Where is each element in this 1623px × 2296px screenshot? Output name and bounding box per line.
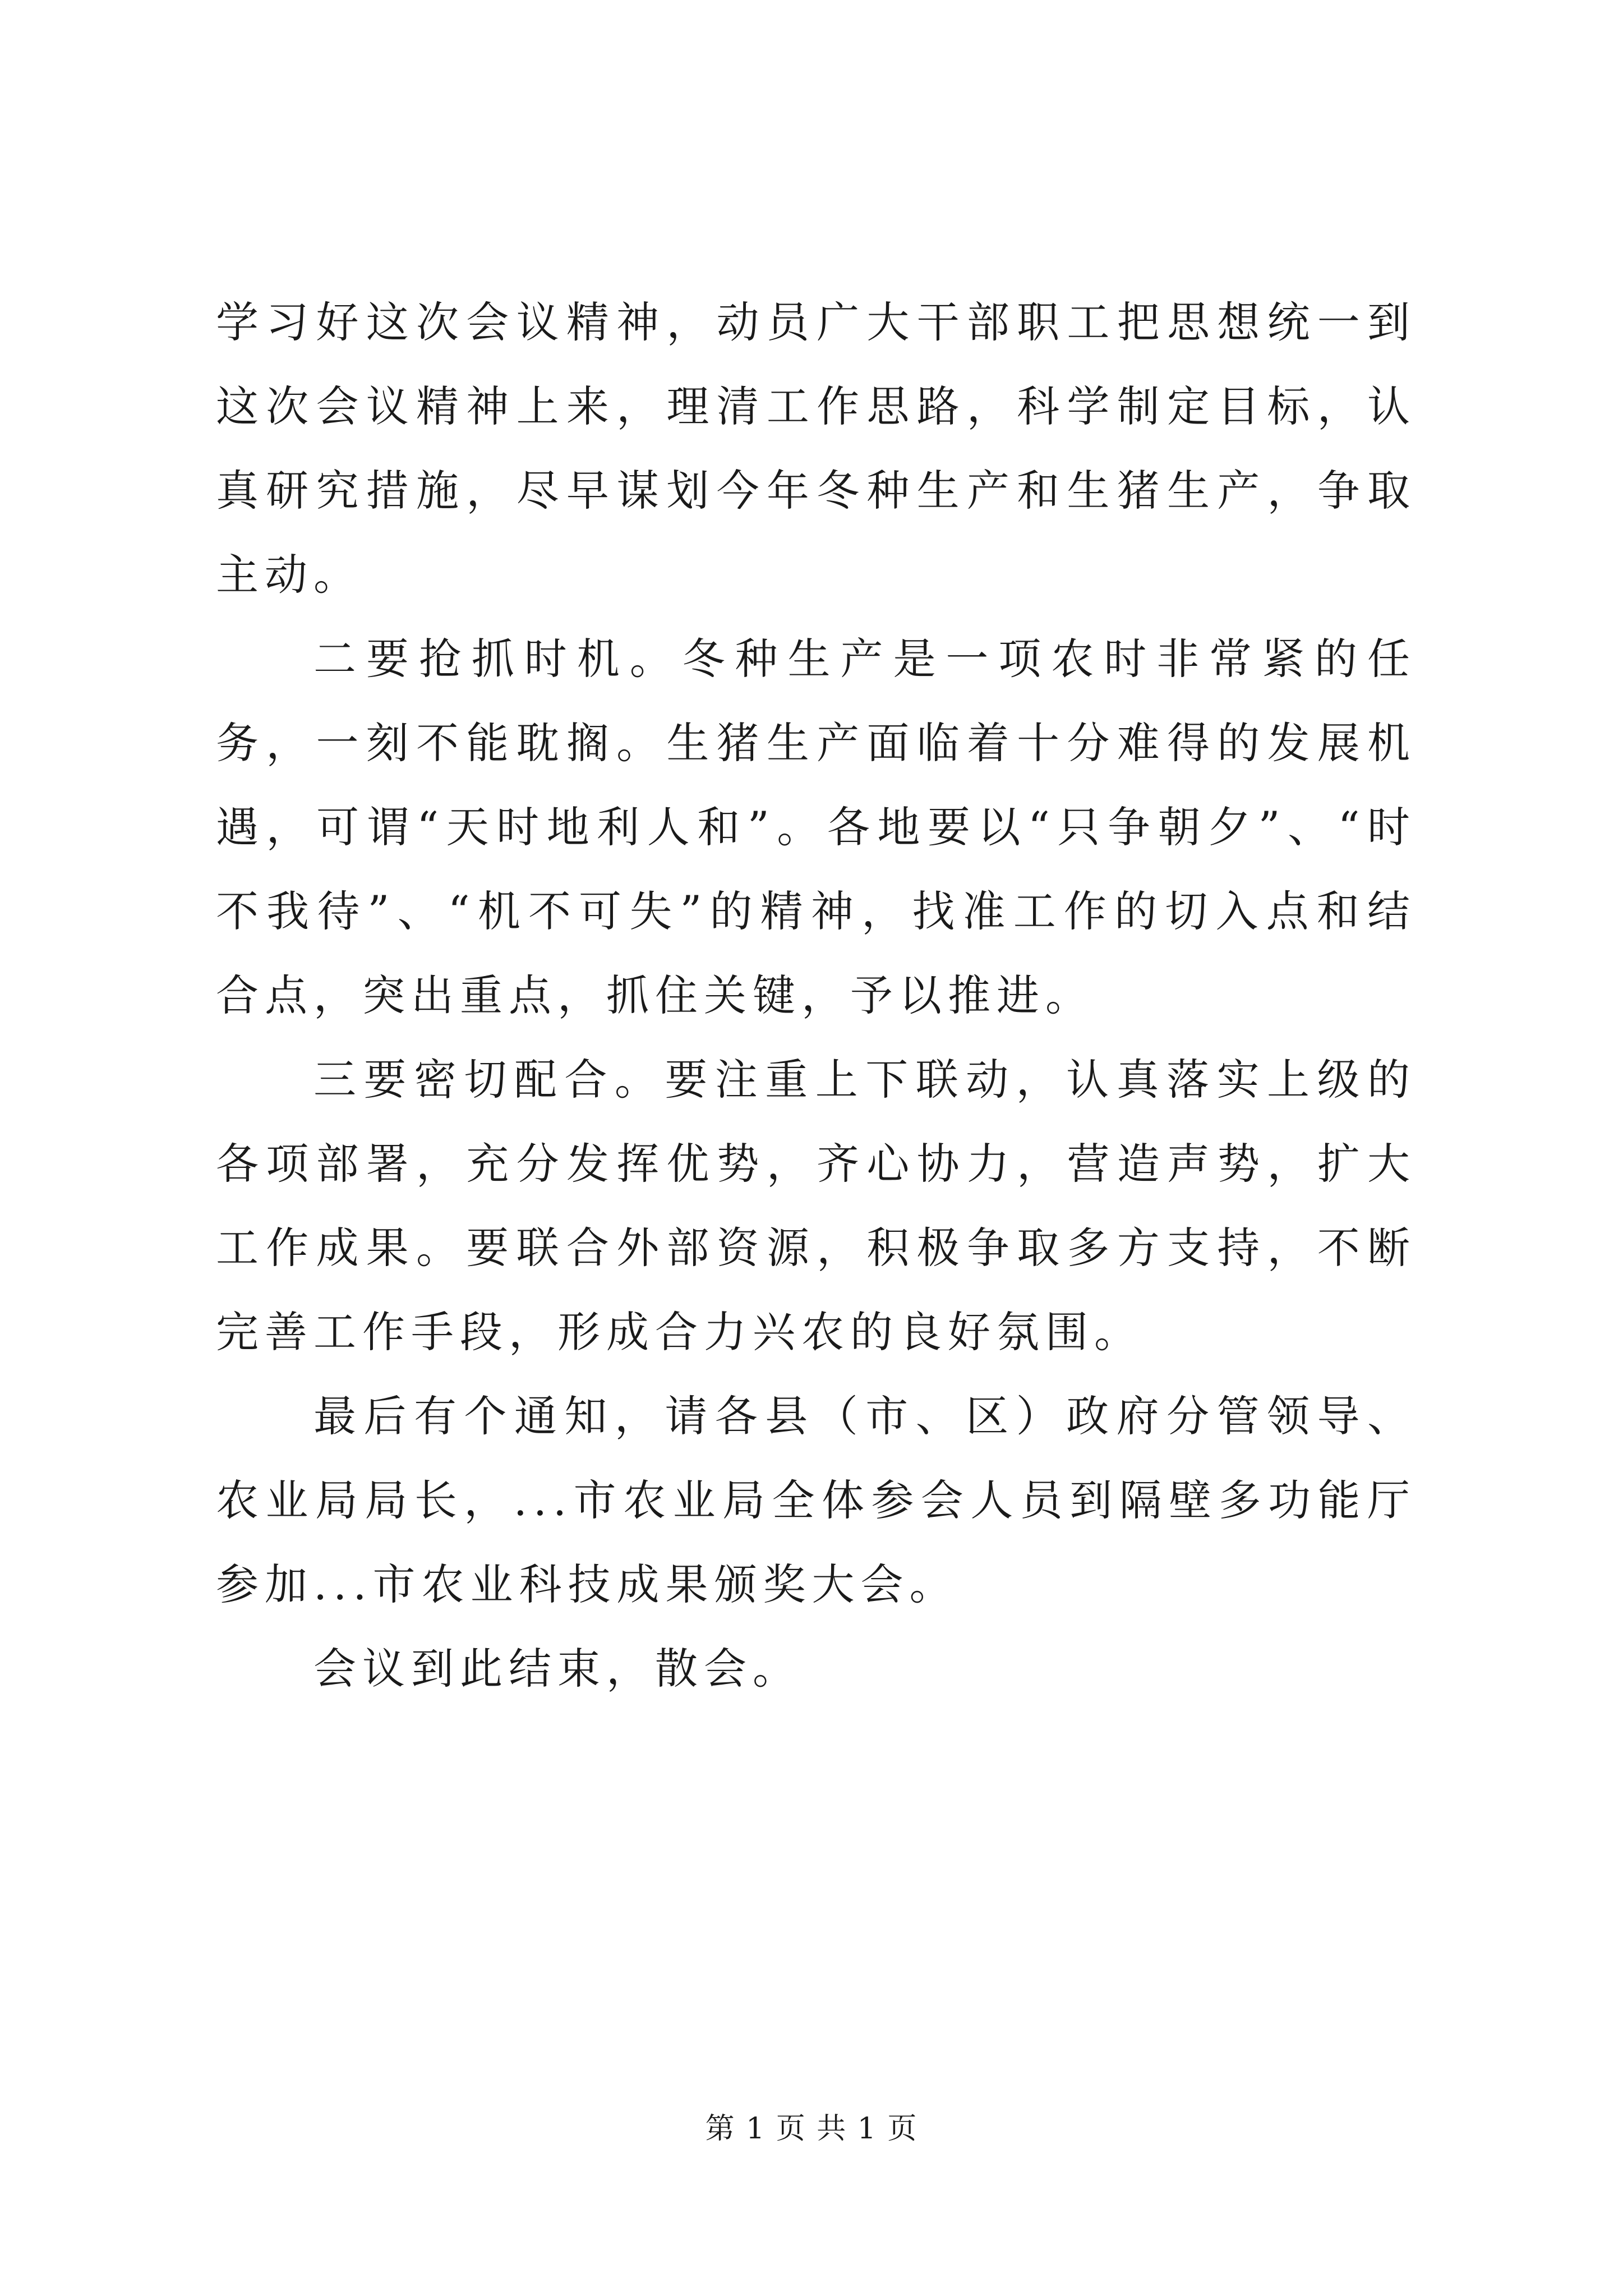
document-body	[216, 280, 1416, 1711]
paragraph-closing: 会议到此结束，散会。	[313, 1644, 801, 1694]
paragraph-close-cooperation: 三要密切配合。要注重上下联动，认真落实上级的各项部署，充分发挥优势，齐心协力，营造声势，扩大工作成果。要联合外部资源，积极争取多方支持，不断完善工作手段，形成合力兴农的良好氛围。	[216, 1055, 1416, 1357]
paragraph-seize-opportunity: 二要抢抓时机。冬种生产是一项农时非常紧的任务，一刻不能耽搁。生猪生产面临着十分难得的发展机遇，可谓“天时地利人和”。各地要以“只争朝夕”、“时不我待”、“机不可失”的精神，找准工作的切入点和结合点，突出重点，抓住关键，予以推进。	[216, 634, 1416, 1020]
paragraph-notice: 最后有个通知，请各县（市、区）政府分管领导、农业局局长，...市农业局全体参会人员到隔壁多功能厅参加...市农业科技成果颁奖大会。	[216, 1391, 1416, 1609]
paragraph-continuation: 学习好这次会议精神，动员广大干部职工把思想统一到这次会议精神上来，理清工作思路，科学制定目标，认真研究措施，尽早谋划今年冬种生产和生猪生产，争取主动。	[216, 297, 1416, 600]
page-number-footer: 第 1 页 共 1 页	[705, 2112, 918, 2146]
